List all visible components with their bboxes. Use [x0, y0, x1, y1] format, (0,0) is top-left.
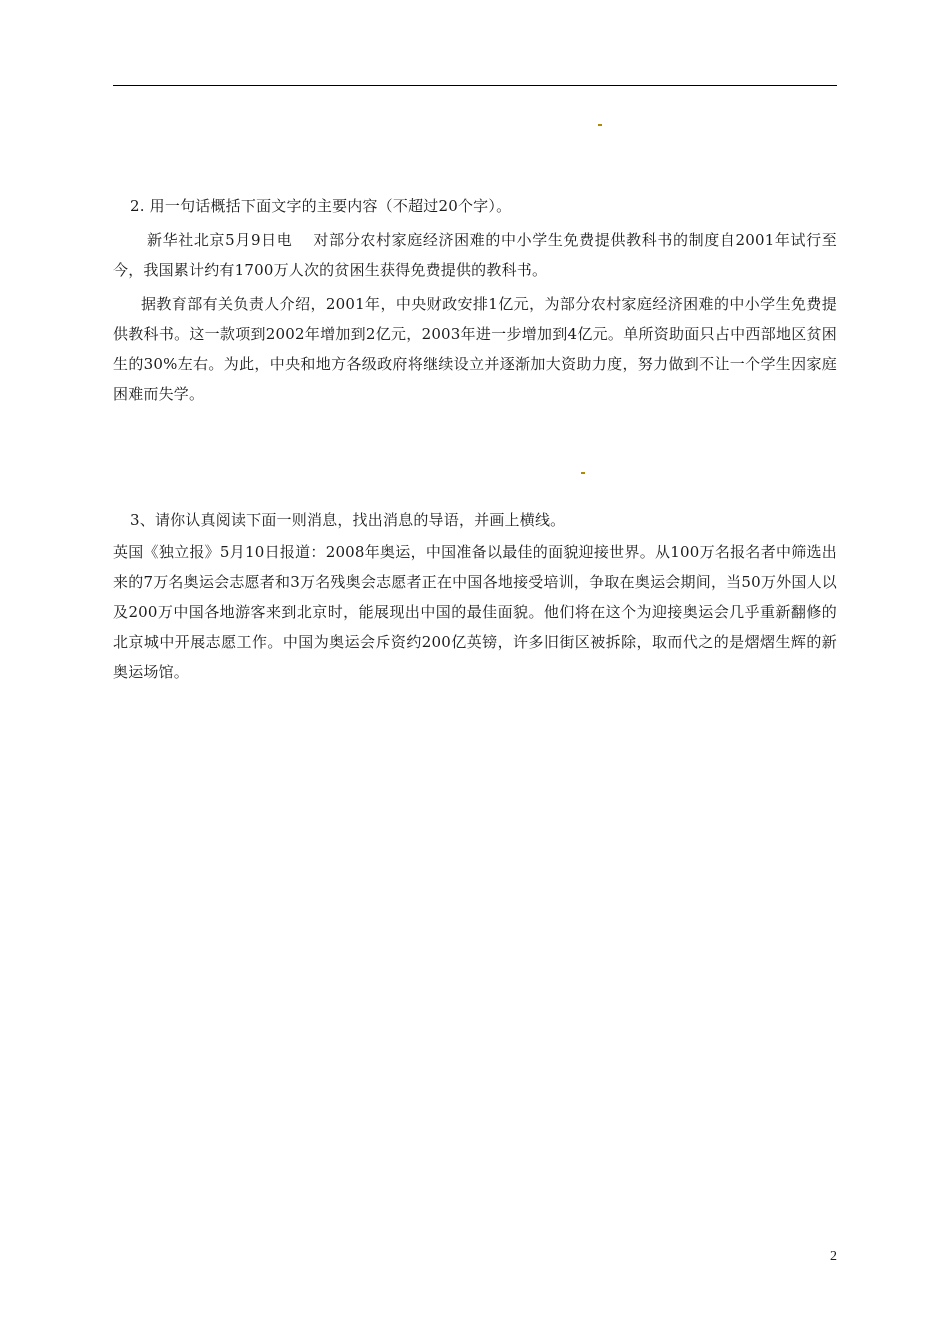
question-3-section: [113, 505, 837, 687]
question-2-paragraph-1: 新华社北京5月9日电 对部分农村家庭经济困难的中小学生免费提供教科书的制度自2001年试行至今，我国累计约有1700万人次的贫困生获得免费提供的教科书。: [113, 231, 837, 279]
question-2-paragraph-2: 据教育部有关负责人介绍，2001年，中央财政安排1亿元，为部分农村家庭经济困难的中小学生免费提供教科书。这一款项到2002年增加到2亿元，2003年进一步增加到4亿元。单所资助面只占中西部地区贫困生的30%左右。为此，中央和地方各级政府将继续设立并逐渐加大资助力度，努力做到不让一个学生因家庭困难而失学。: [113, 295, 837, 403]
question-3-paragraph: 英国《独立报》5月10日报道：2008年奥运，中国准备以最佳的面貌迎接世界。从100万名报名者中筛选出来的7万名奥运会志愿者和3万名残奥会志愿者正在中国各地接受培训，争取在奥运会期间，当50万外国人以及200万中国各地游客来到北京时，能展现出中国的最佳面貌。他们将在这个为迎接奥运会几乎重新翻修的北京城中开展志愿工作。中国为奥运会斥资约200亿英镑，许多旧街区被拆除，取而代之的是熠熠生辉的新奥运场馆。: [113, 543, 837, 681]
header-rule: [113, 85, 837, 86]
stray-mark: [598, 124, 602, 126]
question-3-title: 3、请你认真阅读下面一则消息，找出消息的导语，并画上横线。: [130, 511, 566, 529]
question-2-section: [113, 191, 837, 409]
stray-mark: [581, 472, 585, 474]
page-number: 2: [830, 1249, 837, 1264]
question-2-title: 2. 用一句话概括下面文字的主要内容（不超过20个字）。: [130, 197, 512, 215]
